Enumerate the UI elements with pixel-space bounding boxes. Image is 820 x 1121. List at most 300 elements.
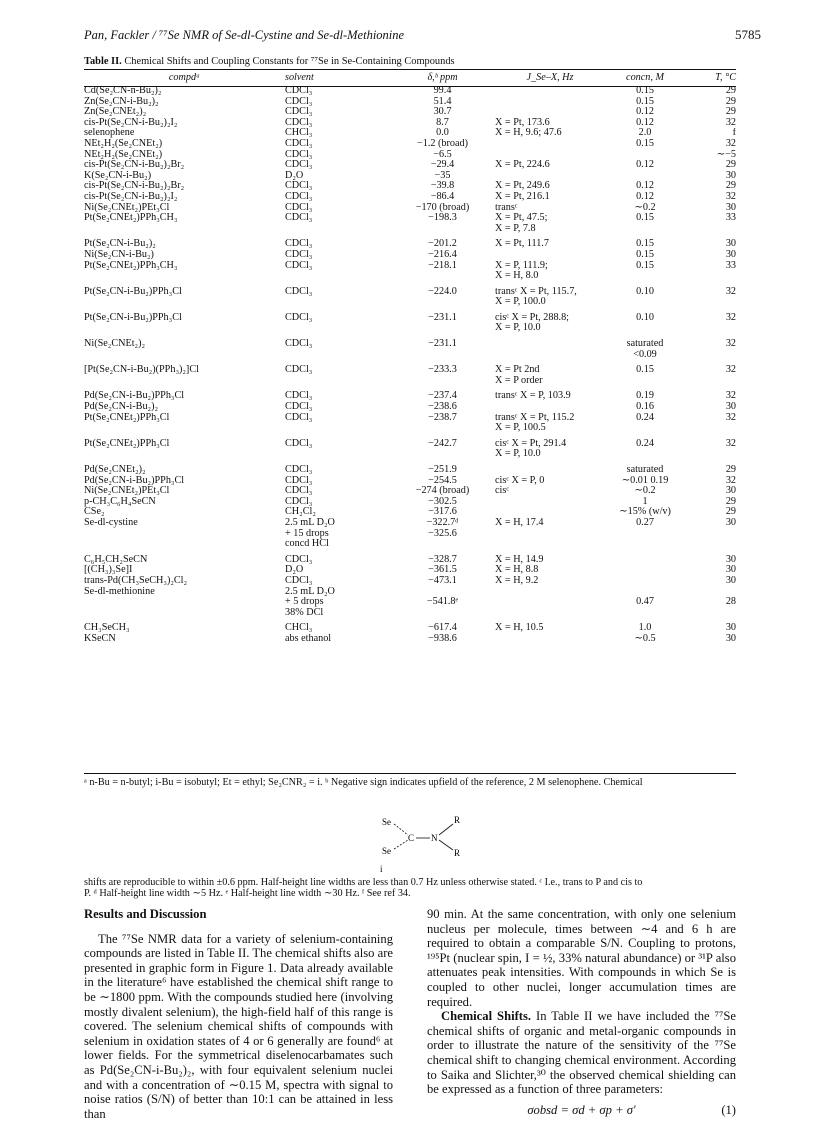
table-cell-delta: −541.8ᵉ [426, 597, 459, 608]
table-row [84, 360, 736, 376]
table-cell-compd: Pt(Se₂CN-i-Bu₂)₂ [84, 238, 156, 250]
table-cell-concn: 0.47 [636, 597, 654, 608]
table-cell-T: 29 [725, 86, 736, 96]
table-row [84, 565, 736, 576]
table-cell-compd [84, 449, 285, 460]
table-cell-T: ∼−5 [716, 149, 736, 160]
table-cell-compd: Pt(Se₂CN-i-Bu₂)PPh₃Cl [84, 311, 182, 323]
table-cell-solvent: CHCl₃ [285, 622, 313, 634]
table-cell-T: 32 [725, 412, 736, 423]
table-cell-concn: 0.15 [636, 86, 654, 96]
equation: σobsd = σd + σp + σ′ [527, 1102, 636, 1117]
table-cell-J: X = P, 100.0 [495, 297, 546, 308]
table-row [84, 150, 736, 161]
equation-number: (1) [721, 1102, 736, 1117]
table-cell-T: 30 [725, 249, 736, 260]
table-cell-J: X = H, 17.4 [495, 517, 544, 528]
table-cell-T: 30 [725, 575, 736, 586]
table-cell-J: X = P, 10.0 [495, 323, 541, 334]
table-cell-concn [605, 297, 685, 308]
table-cell-delta: −254.5 [428, 475, 457, 486]
table-cell-solvent: CDCl₃ [285, 486, 313, 497]
table-row [84, 423, 736, 434]
table-cell-concn: 0.19 [636, 390, 654, 402]
table-row [84, 634, 736, 645]
table-cell-delta: −361.5 [428, 565, 457, 576]
table-row [84, 86, 736, 97]
col-header-concn: concn, M [626, 71, 664, 83]
table-cell-delta: 8.7 [436, 117, 449, 128]
table-cell-delta: −201.2 [428, 238, 457, 250]
table-row [84, 224, 736, 235]
table-cell-concn [605, 576, 685, 587]
table-cell-J: X = Pt, 216.1 [495, 191, 550, 202]
table-cell-T: 29 [725, 160, 736, 171]
table-cell-concn: ∼0.2 [634, 202, 656, 213]
table-cell-solvent: CDCl₃ [285, 412, 313, 423]
table-row [84, 334, 736, 350]
structure-r-top: R [454, 815, 461, 825]
left-paragraph: The ⁷⁷Se NMR data for a variety of selenium-containing compounds are listed in Table II. The chemical shifts also are presented in graphic form in Figure 1. Data already available in the literature⁶ have established the chemical shift range to be ∼1800 ppm. With the compounds studied here (involving mostly divalent selenium), the high-field half of this range is covered. The selenium chemical shifts of compounds with selenium in oxidation states of 4 or 6 generally are found⁶ at lower fields. For the symmetrical diselenocarbamates such as Pd(Se₂CN-i-Bu₂)₂, with four equivalent selenium nuclei and with a concentration of ∼0.15 M, spectra with signal to noise ratios (S/N) of better than 10:1 can be attained in less than [84, 931, 393, 1121]
table-cell-concn: 0.15 [636, 260, 654, 271]
table-cell-solvent: CDCl₃ [285, 191, 313, 202]
table-cell-compd: Pt(Se₂CNEt₂)PPh₃Cl [84, 437, 170, 449]
table-cell-concn: 0.12 [636, 181, 654, 192]
table-cell-solvent [285, 449, 390, 460]
table-row [84, 118, 736, 129]
table-cell-delta: −6.5 [433, 149, 452, 160]
table-cell-solvent: CDCl₃ [285, 249, 313, 260]
table-cell-delta: −86.4 [430, 191, 455, 202]
table-cell-J [495, 139, 605, 150]
table-cell-concn: 0.15 [636, 249, 654, 260]
col-header-delta: δ,ᵇ ppm [427, 71, 458, 83]
table-label: Table II. [84, 56, 122, 67]
table-cell-solvent: 38% DCl [285, 607, 324, 618]
table-cell-compd: Pd(Se₂CNEt₂)₂ [84, 464, 146, 475]
table-cell-solvent: D₂O [285, 170, 304, 181]
table-cell-T: 29 [725, 507, 736, 518]
table-cell-concn: saturated [626, 338, 664, 350]
table-cell-solvent [285, 323, 390, 334]
table-cell-compd [84, 350, 285, 361]
table-cell-compd [84, 323, 285, 334]
table-cell-delta: −170 (broad) [415, 202, 470, 213]
col-header-solvent: solvent [285, 71, 314, 83]
table-cell-delta [390, 376, 495, 387]
table-cell-concn [605, 171, 685, 182]
table-cell-concn: 0.15 [636, 213, 654, 224]
table-cell-compd [84, 539, 285, 550]
table-cell-concn: 0.12 [636, 107, 654, 118]
table-cell-solvent: CDCl₃ [285, 149, 313, 160]
table-cell-J: X = H, 9.2 [495, 575, 539, 586]
table-cell-concn [605, 608, 685, 619]
table-cell-T [685, 539, 736, 550]
table-cell-concn: 2.0 [638, 128, 652, 139]
table-cell-compd: Zn(Se₂CN-i-Bu₂)₂ [84, 96, 159, 107]
table-row [84, 460, 736, 476]
table-cell-concn [605, 224, 685, 235]
data-table [84, 70, 736, 645]
table-row [84, 587, 736, 598]
table-cell-T: 32 [725, 191, 736, 202]
table-cell-delta: 0.0 [436, 128, 449, 139]
table-cell-J [495, 334, 605, 350]
table-cell-compd [84, 297, 285, 308]
table-cell-compd: K(Se₂CN-i-Bu₂) [84, 170, 152, 181]
table-cell-T: 32 [725, 311, 736, 323]
table-cell-compd: Se-dl-cystine [84, 517, 138, 528]
table-cell-J [495, 608, 605, 619]
table-cell-delta: −39.8 [430, 181, 455, 192]
table-row [84, 597, 736, 608]
table-cell-solvent: CDCl₃ [285, 390, 313, 402]
table-cell-J: X = Pt, 173.6 [495, 117, 550, 128]
table-cell-J [495, 634, 605, 645]
right-paragraph-1: 90 min. At the same concentration, with only one selenium nucleus per molecule, times between ∼4 and 6 h are required to obtain a comparable S/N. Coupling to protons, ¹⁹⁵Pt (nuclear spin, I = ½, 33% natural abundance) or ³¹P also attenuates peak intensities. With compounds in which Se is coupled to other nuclei, longer accumulation times are required. [427, 907, 736, 1009]
table-cell-concn: 0.24 [636, 437, 654, 449]
table-cell-delta [390, 297, 495, 308]
table-cell-solvent: + 15 drops [285, 528, 329, 539]
table-cell-concn [605, 449, 685, 460]
table-cell-J [495, 507, 605, 518]
table-cell-J [495, 597, 605, 608]
table-cell-concn: ∼0.01 0.19 [621, 475, 669, 486]
table-cell-J: X = H, 8.8 [495, 565, 539, 576]
table-row [84, 507, 736, 518]
table-cell-T: 30 [725, 202, 736, 213]
table-cell-solvent: CDCl₃ [285, 402, 313, 413]
table-cell-solvent: CDCl₃ [285, 96, 313, 107]
table-row [84, 308, 736, 324]
table-cell-T: 28 [725, 597, 736, 608]
table-bottom-rule [84, 773, 736, 774]
table-cell-concn [605, 529, 685, 540]
table-cell-J [495, 402, 605, 413]
table-cell-delta: −238.7 [428, 412, 457, 423]
table-cell-solvent: D₂O [285, 565, 304, 576]
table-cell-delta: −251.9 [428, 464, 457, 475]
footnote-line-2: shifts are reproducible to within ±0.6 ppm. Half-height line widths are less than 0.7 Hz unless otherwise stated. ᶜ I.e., trans to P and cis to [84, 877, 643, 888]
table-cell-T: 33 [725, 213, 736, 224]
table-cell-T: 32 [725, 285, 736, 297]
subsection-heading: Chemical Shifts. [441, 1009, 532, 1024]
table-cell-J [495, 587, 605, 598]
table-row [84, 203, 736, 214]
table-cell-concn: <0.09 [633, 349, 657, 360]
table-cell-J: cisᶜ X = Pt, 288.8; [495, 311, 570, 323]
table-cell-solvent: CDCl₃ [285, 181, 313, 192]
table-row [84, 529, 736, 540]
table-cell-delta: −302.5 [428, 496, 457, 507]
table-body [84, 86, 736, 645]
table-cell-compd: NEt₂H₂(Se₂CNEt₂) [84, 138, 163, 149]
table-cell-concn: 0.12 [636, 160, 654, 171]
table-cell-J: X = P, 111.9; [495, 260, 548, 271]
table-cell-J [495, 350, 605, 361]
table-cell-T [685, 350, 736, 361]
table-cell-delta: −216.4 [428, 249, 457, 260]
table-cell-delta [390, 423, 495, 434]
table-cell-delta [390, 350, 495, 361]
table-cell-T: 30 [725, 238, 736, 250]
table-cell-solvent: CDCl₃ [285, 338, 313, 350]
table-cell-delta: −473.1 [428, 575, 457, 586]
table-cell-compd: CSe₂ [84, 507, 105, 518]
table-row [84, 139, 736, 150]
table-cell-T [685, 587, 736, 598]
table-cell-T [685, 608, 736, 619]
table-cell-T: 30 [725, 170, 736, 181]
table-cell-concn [605, 376, 685, 387]
table-cell-compd: CH₃SeCH₃ [84, 622, 130, 634]
table-cell-J: X = H, 9.6; 47.6 [495, 128, 562, 139]
table-cell-concn: 0.10 [636, 311, 654, 323]
table-cell-compd: p-CH₃C₆H₄SeCN [84, 496, 156, 507]
table-cell-J: X = H, 8.0 [495, 271, 539, 282]
table-cell-J: transᶜ X = Pt, 115.7, [495, 285, 577, 297]
table-cell-delta [390, 608, 495, 619]
table-cell-solvent: CHCl₃ [285, 128, 313, 139]
table-cell-compd: Pt(Se₂CNEt₂)PPh₃CH₃ [84, 260, 178, 271]
table-cell-solvent [285, 350, 390, 361]
table-cell-solvent [285, 297, 390, 308]
table-cell-delta: −231.1 [428, 311, 457, 323]
table-cell-T: 32 [725, 138, 736, 149]
table-cell-delta [390, 271, 495, 282]
table-cell-compd: Cd(Se₂CN-n-Bu₂)₂ [84, 86, 162, 96]
table-cell-concn: 0.15 [636, 96, 654, 107]
table-cell-J: transᶜ [495, 202, 518, 213]
table-cell-concn [605, 539, 685, 550]
table-cell-compd: NEt₂H₂(Se₂CNEt₂) [84, 149, 163, 160]
body-left-column [84, 907, 393, 1121]
table-header-row [84, 70, 736, 86]
table-cell-T [685, 224, 736, 235]
table-cell-compd: cis-Pt(Se₂CN-i-Bu₂)₂Br₂ [84, 160, 185, 171]
table-row [84, 476, 736, 487]
table-row [84, 576, 736, 587]
table-row [84, 413, 736, 424]
table-cell-delta: −224.0 [428, 285, 457, 297]
table-cell-compd: Se-dl-methionine [84, 586, 155, 597]
table-cell-J: transᶜ X = P, 103.9 [495, 390, 571, 402]
table-cell-J [495, 107, 605, 118]
table-cell-T [685, 449, 736, 460]
table-cell-concn [605, 565, 685, 576]
table-cell-solvent: CDCl₃ [285, 213, 313, 224]
table-cell-J: X = P, 100.5 [495, 423, 546, 434]
table-cell-compd: trans-Pd(CH₃SeCH₃)₂Cl₂ [84, 575, 188, 586]
table-cell-T [685, 423, 736, 434]
table-cell-T: 30 [725, 486, 736, 497]
table-cell-compd: Ni(Se₂CNEt₂)PEt₃Cl [84, 202, 170, 213]
table-cell-J [495, 86, 605, 97]
table-cell-delta: −328.7 [428, 553, 457, 565]
table-cell-concn [605, 271, 685, 282]
table-cell-compd: KSeCN [84, 633, 116, 644]
table-cell-concn: 0.15 [636, 138, 654, 149]
structure-atom-se-top: Se [382, 817, 391, 827]
table-cell-compd: cis-Pt(Se₂CN-i-Bu₂)₂Br₂ [84, 181, 185, 192]
table-row [84, 539, 736, 550]
table-row [84, 386, 736, 402]
table-cell-T: 32 [725, 437, 736, 449]
table-cell-solvent: CDCl₃ [285, 138, 313, 149]
table-cell-concn: ∼0.2 [634, 486, 656, 497]
table-caption-text: Chemical Shifts and Coupling Constants for ⁷⁷Se in Se-Containing Compounds [124, 56, 455, 67]
table-row [84, 376, 736, 387]
table-cell-compd: Ni(Se₂CNEt₂)₂ [84, 338, 146, 350]
table-cell-solvent: CDCl₃ [285, 437, 313, 449]
table-cell-compd: [Pt(Se₂CN-i-Bu₂)(PPh₃)₂]Cl [84, 364, 199, 376]
table-cell-J: transᶜ X = Pt, 115.2 [495, 412, 575, 423]
table-row [84, 486, 736, 497]
table-cell-delta: −238.6 [428, 402, 457, 413]
table-cell-compd: Pt(Se₂CNEt₂)PPh₃CH₃ [84, 213, 178, 224]
table-cell-compd: Ni(Se₂CNEt₂)PEt₃Cl [84, 486, 170, 497]
table-cell-compd: Pd(Se₂CN-i-Bu₂)PPh₃Cl [84, 475, 185, 486]
table-cell-J: X = Pt, 249.6 [495, 181, 550, 192]
table-cell-delta: −198.3 [428, 213, 457, 224]
table-cell-concn [605, 423, 685, 434]
table-cell-delta: −233.3 [428, 364, 457, 376]
table-cell-solvent: CDCl₃ [285, 311, 313, 323]
table-cell-T: 32 [725, 364, 736, 376]
table-cell-concn: 1.0 [638, 622, 652, 634]
table-cell-solvent: CDCl₃ [285, 202, 313, 213]
body-right-column [427, 907, 736, 1117]
table-cell-T: 30 [725, 402, 736, 413]
table-cell-solvent [285, 271, 390, 282]
table-cell-compd [84, 376, 285, 387]
table-cell-T: 29 [725, 107, 736, 118]
table-row [84, 213, 736, 224]
table-cell-J: X = H, 14.9 [495, 553, 544, 565]
table-cell-compd [84, 224, 285, 235]
page-number: 5785 [735, 27, 761, 42]
table-cell-compd: Pd(Se₂CN-i-Bu₂)PPh₃Cl [84, 390, 185, 402]
table-cell-J: X = Pt, 47.5; [495, 213, 548, 224]
table-cell-J: X = P, 7.8 [495, 223, 536, 234]
table-row [84, 192, 736, 203]
table-cell-concn: 0.24 [636, 412, 654, 423]
table-cell-solvent: CDCl₃ [285, 575, 313, 586]
table-cell-solvent: CDCl₃ [285, 107, 313, 118]
table-cell-delta: −242.7 [428, 437, 457, 449]
table-row [84, 171, 736, 182]
table-cell-delta: −237.4 [428, 390, 457, 402]
table-cell-concn [605, 550, 685, 566]
table-cell-delta [390, 449, 495, 460]
table-row [84, 271, 736, 282]
table-cell-J [495, 460, 605, 476]
table-cell-T [685, 323, 736, 334]
table-cell-J [495, 150, 605, 161]
table-cell-compd: selenophene [84, 128, 135, 139]
table-cell-T: 30 [725, 517, 736, 528]
table-cell-solvent: CH₂Cl₂ [285, 507, 316, 518]
table-cell-J [495, 539, 605, 550]
table-cell-delta: −1.2 (broad) [416, 138, 468, 149]
table-row [84, 608, 736, 619]
table-cell-compd [84, 608, 285, 619]
table-row [84, 297, 736, 308]
table-row [84, 128, 736, 139]
table-cell-delta: −322.7ᵈ [426, 517, 459, 528]
table-cell-solvent: CDCl₃ [285, 238, 313, 250]
table-cell-T: 29 [725, 464, 736, 475]
table-cell-T [685, 297, 736, 308]
table-cell-concn: 0.16 [636, 402, 654, 413]
table-cell-J: X = Pt 2nd [495, 364, 540, 376]
table-row [84, 350, 736, 361]
table-cell-compd: Pt(Se₂CN-i-Bu₂)PPh₃Cl [84, 285, 182, 297]
table-cell-solvent: + 5 drops [285, 597, 324, 608]
table-cell-concn: ∼15% (w/v) [619, 507, 671, 518]
table-cell-T: 30 [725, 565, 736, 576]
table-cell-concn: 1 [642, 496, 648, 507]
table-cell-delta: −29.4 [430, 160, 455, 171]
table-cell-J: X = H, 10.5 [495, 622, 544, 634]
table-cell-J [495, 171, 605, 182]
col-header-coupling: J_Se–X, Hz [526, 71, 574, 83]
table-cell-delta: −938.6 [428, 633, 457, 644]
table-cell-delta: −617.4 [428, 622, 457, 634]
table-cell-solvent: CDCl₃ [285, 553, 313, 565]
table-row [84, 234, 736, 250]
table-cell-concn [605, 150, 685, 161]
table-caption [84, 56, 455, 67]
table-cell-T [685, 529, 736, 540]
table-row [84, 261, 736, 272]
table-cell-delta: −274 (broad) [415, 486, 470, 497]
table-cell-compd: C₆H₅CH₂SeCN [84, 553, 148, 565]
table-row [84, 282, 736, 298]
table-cell-compd [84, 597, 285, 608]
table-cell-delta: 51.4 [433, 96, 452, 107]
col-header-temp: T, °C [715, 71, 736, 83]
right-paragraph-2-wrap [427, 1009, 736, 1097]
table-row [84, 550, 736, 566]
table-cell-compd: Ni(Se₂CN-i-Bu₂) [84, 249, 154, 260]
table-cell-solvent: abs ethanol [285, 633, 332, 644]
table-cell-T: 29 [725, 96, 736, 107]
table-cell-concn: 0.15 [636, 364, 654, 376]
table-cell-solvent: CDCl₃ [285, 364, 313, 376]
structure-atom-se-bottom: Se [382, 846, 391, 856]
running-title: Pan, Fackler / ⁷⁷Se NMR of Se-dl-Cystine and Se-dl-Methionine [84, 28, 405, 42]
table-cell-J [495, 97, 605, 108]
table-cell-concn: 0.12 [636, 191, 654, 202]
table-cell-J: cisᶜ X = Pt, 291.4 [495, 437, 567, 449]
table-row [84, 107, 736, 118]
structure-label: i [380, 864, 383, 874]
table-cell-compd: [(CH₃)₃Se]I [84, 565, 133, 576]
table-cell-delta [390, 224, 495, 235]
table-cell-J [495, 497, 605, 508]
table-cell-compd [84, 271, 285, 282]
table-cell-concn: 0.15 [636, 238, 654, 250]
section-heading: Results and Discussion [84, 907, 207, 921]
table-cell-J [495, 529, 605, 540]
table-cell-solvent: CDCl₃ [285, 475, 313, 486]
table-row [84, 323, 736, 334]
table-cell-compd: Zn(Se₂CNEt₂)₂ [84, 107, 147, 118]
structure-atom-n: N [431, 833, 438, 843]
table-cell-solvent [285, 423, 390, 434]
